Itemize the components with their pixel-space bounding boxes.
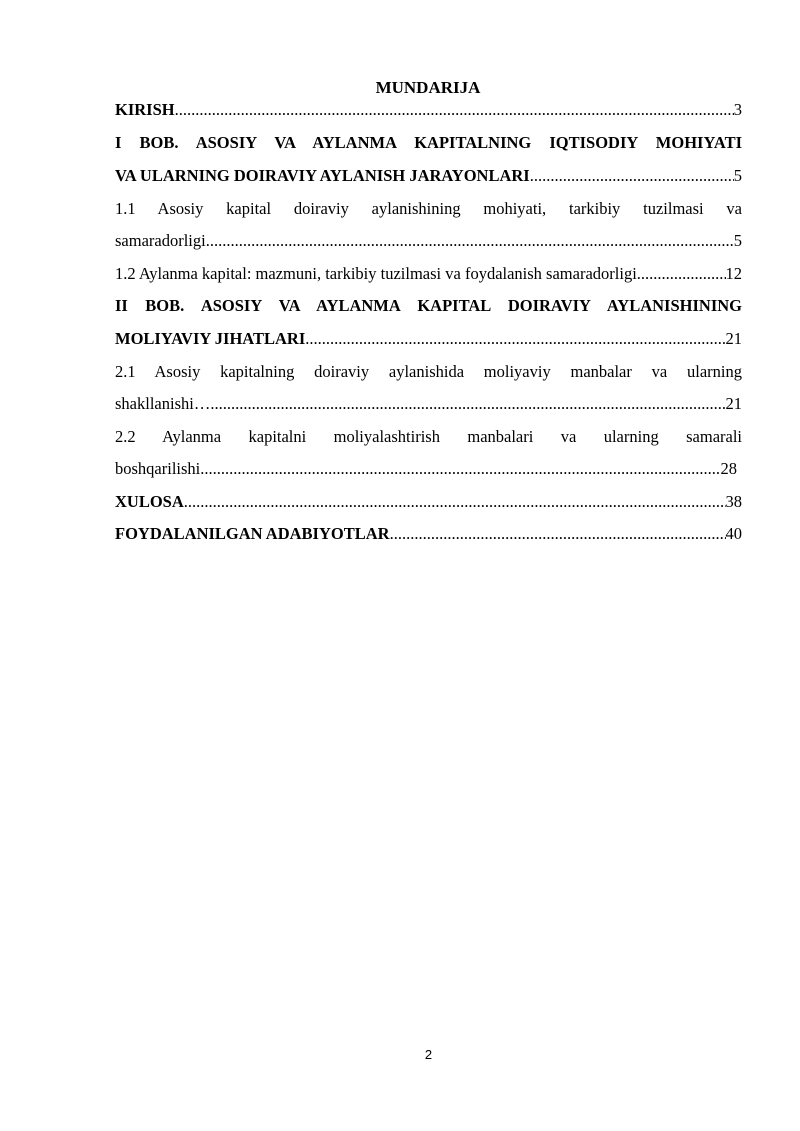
toc-page-number: 38 — [725, 492, 742, 511]
toc-page-number: 5 — [733, 231, 742, 250]
dot-leader — [184, 492, 726, 512]
toc-entry-kirish[interactable] — [115, 100, 742, 120]
toc-entry-xulosa[interactable] — [115, 492, 742, 512]
toc-section-2-1-line-1[interactable]: 2.1 Asosiy kapitalning doiraviy aylanishida moliyaviy manbalar va ularning — [115, 362, 742, 381]
dot-leader — [530, 166, 734, 186]
dot-leader — [210, 394, 725, 414]
toc-page-number: 28 — [720, 459, 737, 478]
toc-page-number: 5 — [733, 166, 742, 185]
toc-entry-label: MOLIYAVIY JIHATLARI — [115, 329, 306, 348]
toc-section-2-2-line-2[interactable] — [115, 459, 737, 479]
dot-leader — [175, 100, 734, 120]
toc-page-number: 21 — [725, 394, 742, 413]
toc-entry-label: FOYDALANILGAN ADABIYOTLAR — [115, 524, 390, 543]
dot-leader — [206, 231, 734, 251]
page-number: 2 — [424, 1047, 433, 1062]
toc-chapter-1-line-2[interactable] — [115, 166, 742, 186]
toc-entry-label: samaradorligi — [115, 231, 206, 250]
toc-chapter-2-line-2[interactable] — [115, 329, 742, 349]
toc-page-number: 12 — [725, 264, 742, 283]
toc-page-number: 21 — [725, 329, 742, 348]
dot-leader — [637, 264, 726, 284]
toc-entry-label: VA ULARNING DOIRAVIY AYLANISH JARAYONLARI — [115, 166, 530, 185]
toc-section-1-2[interactable] — [115, 264, 742, 284]
dot-leader — [390, 524, 726, 544]
toc-entry-label: shakllanishi… — [115, 394, 211, 413]
page-title: MUNDARIJA — [375, 78, 481, 97]
toc-entry-label: KIRISH — [115, 100, 175, 119]
toc-entry-label: XULOSA — [115, 492, 184, 511]
toc-entry-references[interactable] — [115, 524, 742, 544]
toc-section-1-1-line-1[interactable]: 1.1 Asosiy kapital doiraviy aylanishining mohiyati, tarkibiy tuzilmasi va — [115, 199, 742, 218]
dot-leader — [200, 459, 720, 479]
toc-entry-label: boshqarilishi — [115, 459, 201, 478]
toc-section-2-1-line-2[interactable] — [115, 394, 742, 414]
dot-leader — [305, 329, 725, 349]
toc-section-1-1-line-2[interactable] — [115, 231, 742, 251]
toc-section-2-2-line-1[interactable]: 2.2 Aylanma kapitalni moliyalashtirish manbalari va ularning samarali — [115, 427, 742, 446]
toc-chapter-1-line-1[interactable]: I BOB. ASOSIY VA AYLANMA KAPITALNING IQTISODIY MOHIYATI — [115, 133, 742, 152]
toc-entry-label: 1.2 Aylanma kapital: mazmuni, tarkibiy tuzilmasi va foydalanish samaradorligi — [115, 264, 637, 283]
toc-page-number: 40 — [725, 524, 742, 543]
toc-page-number: 3 — [733, 100, 742, 119]
toc-chapter-2-line-1[interactable]: II BOB. ASOSIY VA AYLANMA KAPITAL DOIRAVIY AYLANISHINING — [115, 296, 742, 315]
